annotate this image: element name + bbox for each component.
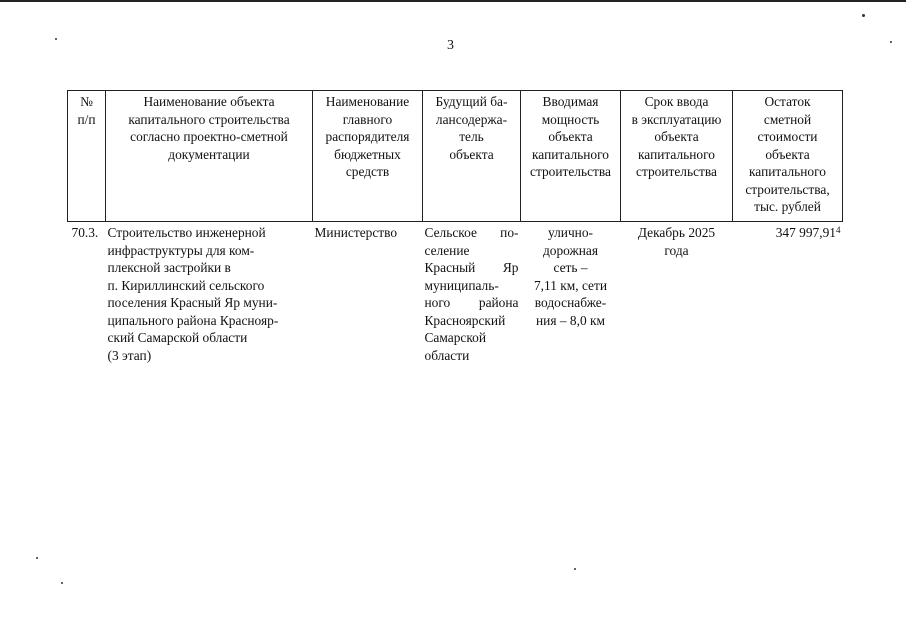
- scan-speck: [36, 557, 38, 559]
- header-distributor-text: Наименование главного распорядителя бюджетных средств: [325, 94, 410, 179]
- scan-speck: [61, 582, 63, 584]
- header-object-name-text: Наименование объекта капитального строительства согласно проектно-сметной документации: [128, 94, 290, 162]
- header-deadline-text: Срок ввода в эксплуатацию объекта капитального строительства: [631, 94, 722, 179]
- page-number: 3: [447, 38, 454, 53]
- row-balance-holder-main: Сельское по- селение Красный Яр муниципаль- ного района Красноярский: [424, 225, 519, 328]
- scan-speck: [574, 568, 576, 570]
- row-capacity: улично- дорожная сеть – 7,11 км, сети водоснабже- ния – 8,0 км: [533, 225, 608, 328]
- header-deadline: [621, 91, 733, 222]
- header-remaining-cost-text: Остаток сметной стоимости объекта капитального строительства, тыс. рублей: [745, 94, 830, 214]
- header-balance-holder-text: Будущий ба- лансодержа- тель объекта: [435, 94, 508, 162]
- row-distributor: Министерство: [314, 225, 398, 240]
- scan-speck: [890, 41, 892, 43]
- header-object-name: [106, 91, 313, 222]
- row-balance-holder-tail: Самарской области: [424, 330, 487, 363]
- header-number: [68, 91, 106, 222]
- top-border-line: [0, 0, 906, 2]
- remaining-cost-value: 347 997,91: [775, 225, 836, 240]
- header-distributor: [313, 91, 423, 222]
- header-capacity-text: Вводимая мощность объекта капитального строительства: [530, 94, 611, 179]
- footnote-marker: 4: [836, 225, 841, 235]
- row-number: 70.3.: [71, 225, 99, 240]
- scan-speck: [862, 14, 865, 17]
- table-row: [68, 222, 843, 367]
- row-balance-holder: [423, 222, 521, 367]
- header-capacity: [521, 91, 621, 222]
- table-header-row: [68, 91, 843, 222]
- scan-speck: [55, 38, 57, 40]
- capital-construction-table: [67, 90, 843, 366]
- row-deadline: Декабрь 2025 года: [637, 225, 716, 258]
- row-object-name: Строительство инженерной инфраструктуры для ком- плексной застройки в п. Кириллинский сельского поселения Красный Яр муни- ципального района Краснояр- ский Самарской области (3 этап): [107, 225, 279, 363]
- header-remaining-cost: [733, 91, 843, 222]
- header-number-text: № п/п: [77, 94, 96, 127]
- row-remaining-cost: [733, 222, 843, 367]
- header-balance-holder: [423, 91, 521, 222]
